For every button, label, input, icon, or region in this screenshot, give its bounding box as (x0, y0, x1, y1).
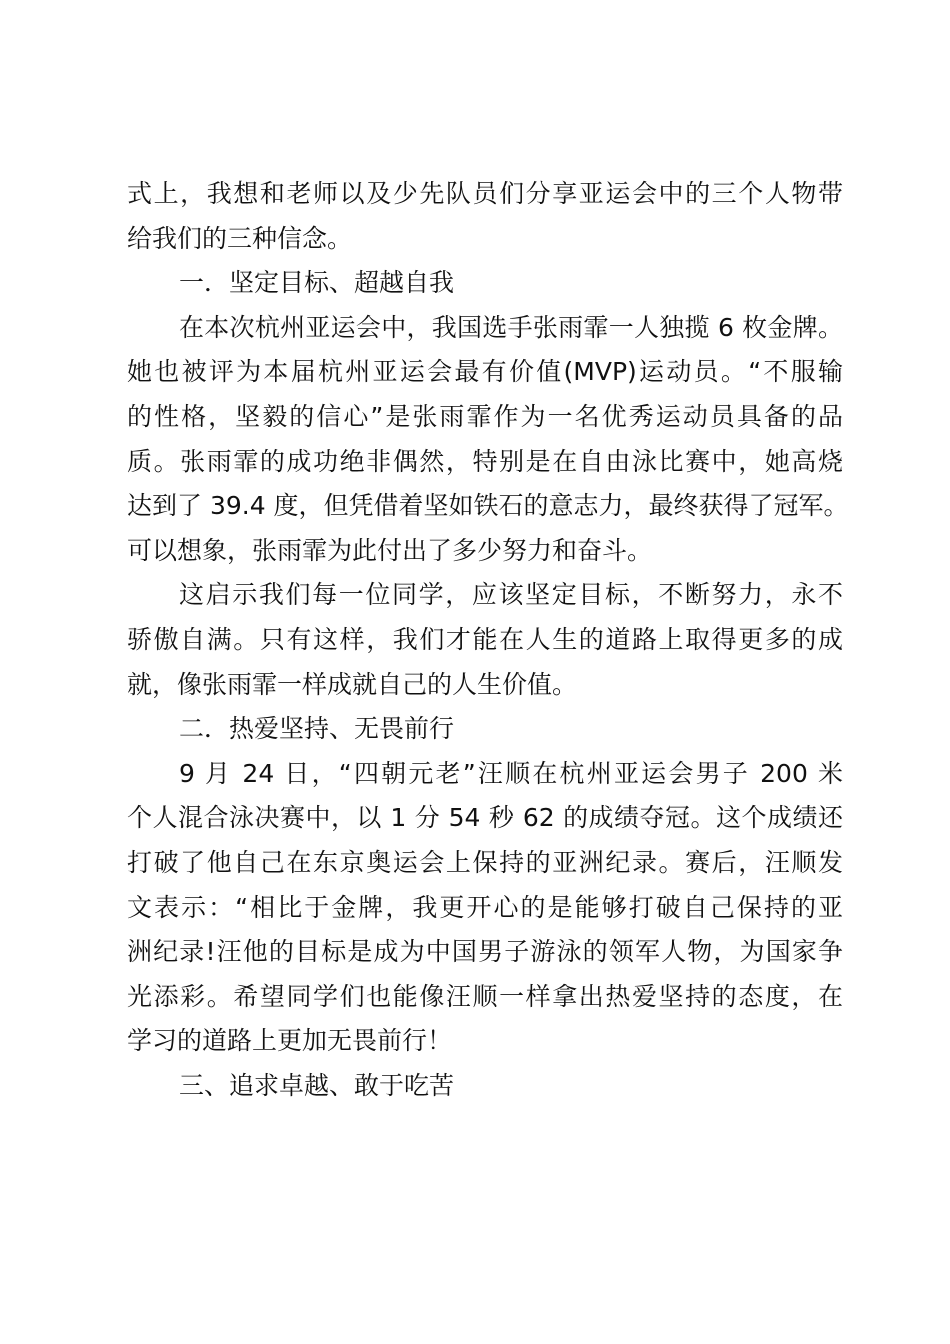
text-line: 质。张雨霏的成功绝非偶然，特别是在自由泳比赛中，她高烧 (127, 446, 843, 476)
text-line: 个人混合泳决赛中，以 1 分 54 秒 62 的成绩夺冠。这个成绩还 (127, 803, 843, 833)
text-line: 文表示：“相比于金牌，我更开心的是能够打破自己保持的亚 (127, 892, 843, 922)
text-line: 可以想象，张雨霏为此付出了多少努力和奋斗。 (127, 535, 653, 565)
text-line: 这启示我们每一位同学，应该坚定目标，不断努力，永不 (179, 580, 843, 610)
text-line: 学习的道路上更加无畏前行！ (127, 1026, 453, 1056)
document-body (127, 172, 849, 1108)
text-line: 骄傲自满。只有这样，我们才能在人生的道路上取得更多的成 (127, 624, 843, 654)
text-line: 光添彩。希望同学们也能像汪顺一样拿出热爱坚持的态度，在 (127, 981, 843, 1011)
section-heading: 三、追求卓越、敢于吃苦 (179, 1070, 455, 1100)
text-line: 她也被评为本届杭州亚运会最有价值(MVP)运动员。“不服输 (127, 357, 843, 387)
text-line: 洲纪录!汪他的目标是成为中国男子游泳的领军人物，为国家争 (127, 937, 843, 967)
text-line: 9 月 24 日，“四朝元老”汪顺在杭州亚运会男子 200 米 (179, 758, 843, 788)
text-line: 达到了 39.4 度，但凭借着坚如铁石的意志力，最终获得了冠军。 (127, 491, 849, 521)
text-line: 打破了他自己在东京奥运会上保持的亚洲纪录。赛后，汪顺发 (127, 847, 843, 877)
section-heading: 二．热爱坚持、无畏前行 (179, 714, 455, 744)
text-line: 式上，我想和老师以及少先队员们分享亚运会中的三个人物带 (127, 179, 843, 208)
text-line: 在本次杭州亚运会中，我国选手张雨霏一人独揽 6 枚金牌。 (179, 312, 843, 342)
section-heading: 一．坚定目标、超越自我 (179, 268, 455, 298)
text-line: 的性格，坚毅的信心”是张雨霏作为一名优秀运动员具备的品 (127, 401, 843, 431)
text-line: 给我们的三种信念。 (127, 223, 353, 253)
text-line: 就，像张雨霏一样成就自己的人生价值。 (127, 669, 578, 699)
